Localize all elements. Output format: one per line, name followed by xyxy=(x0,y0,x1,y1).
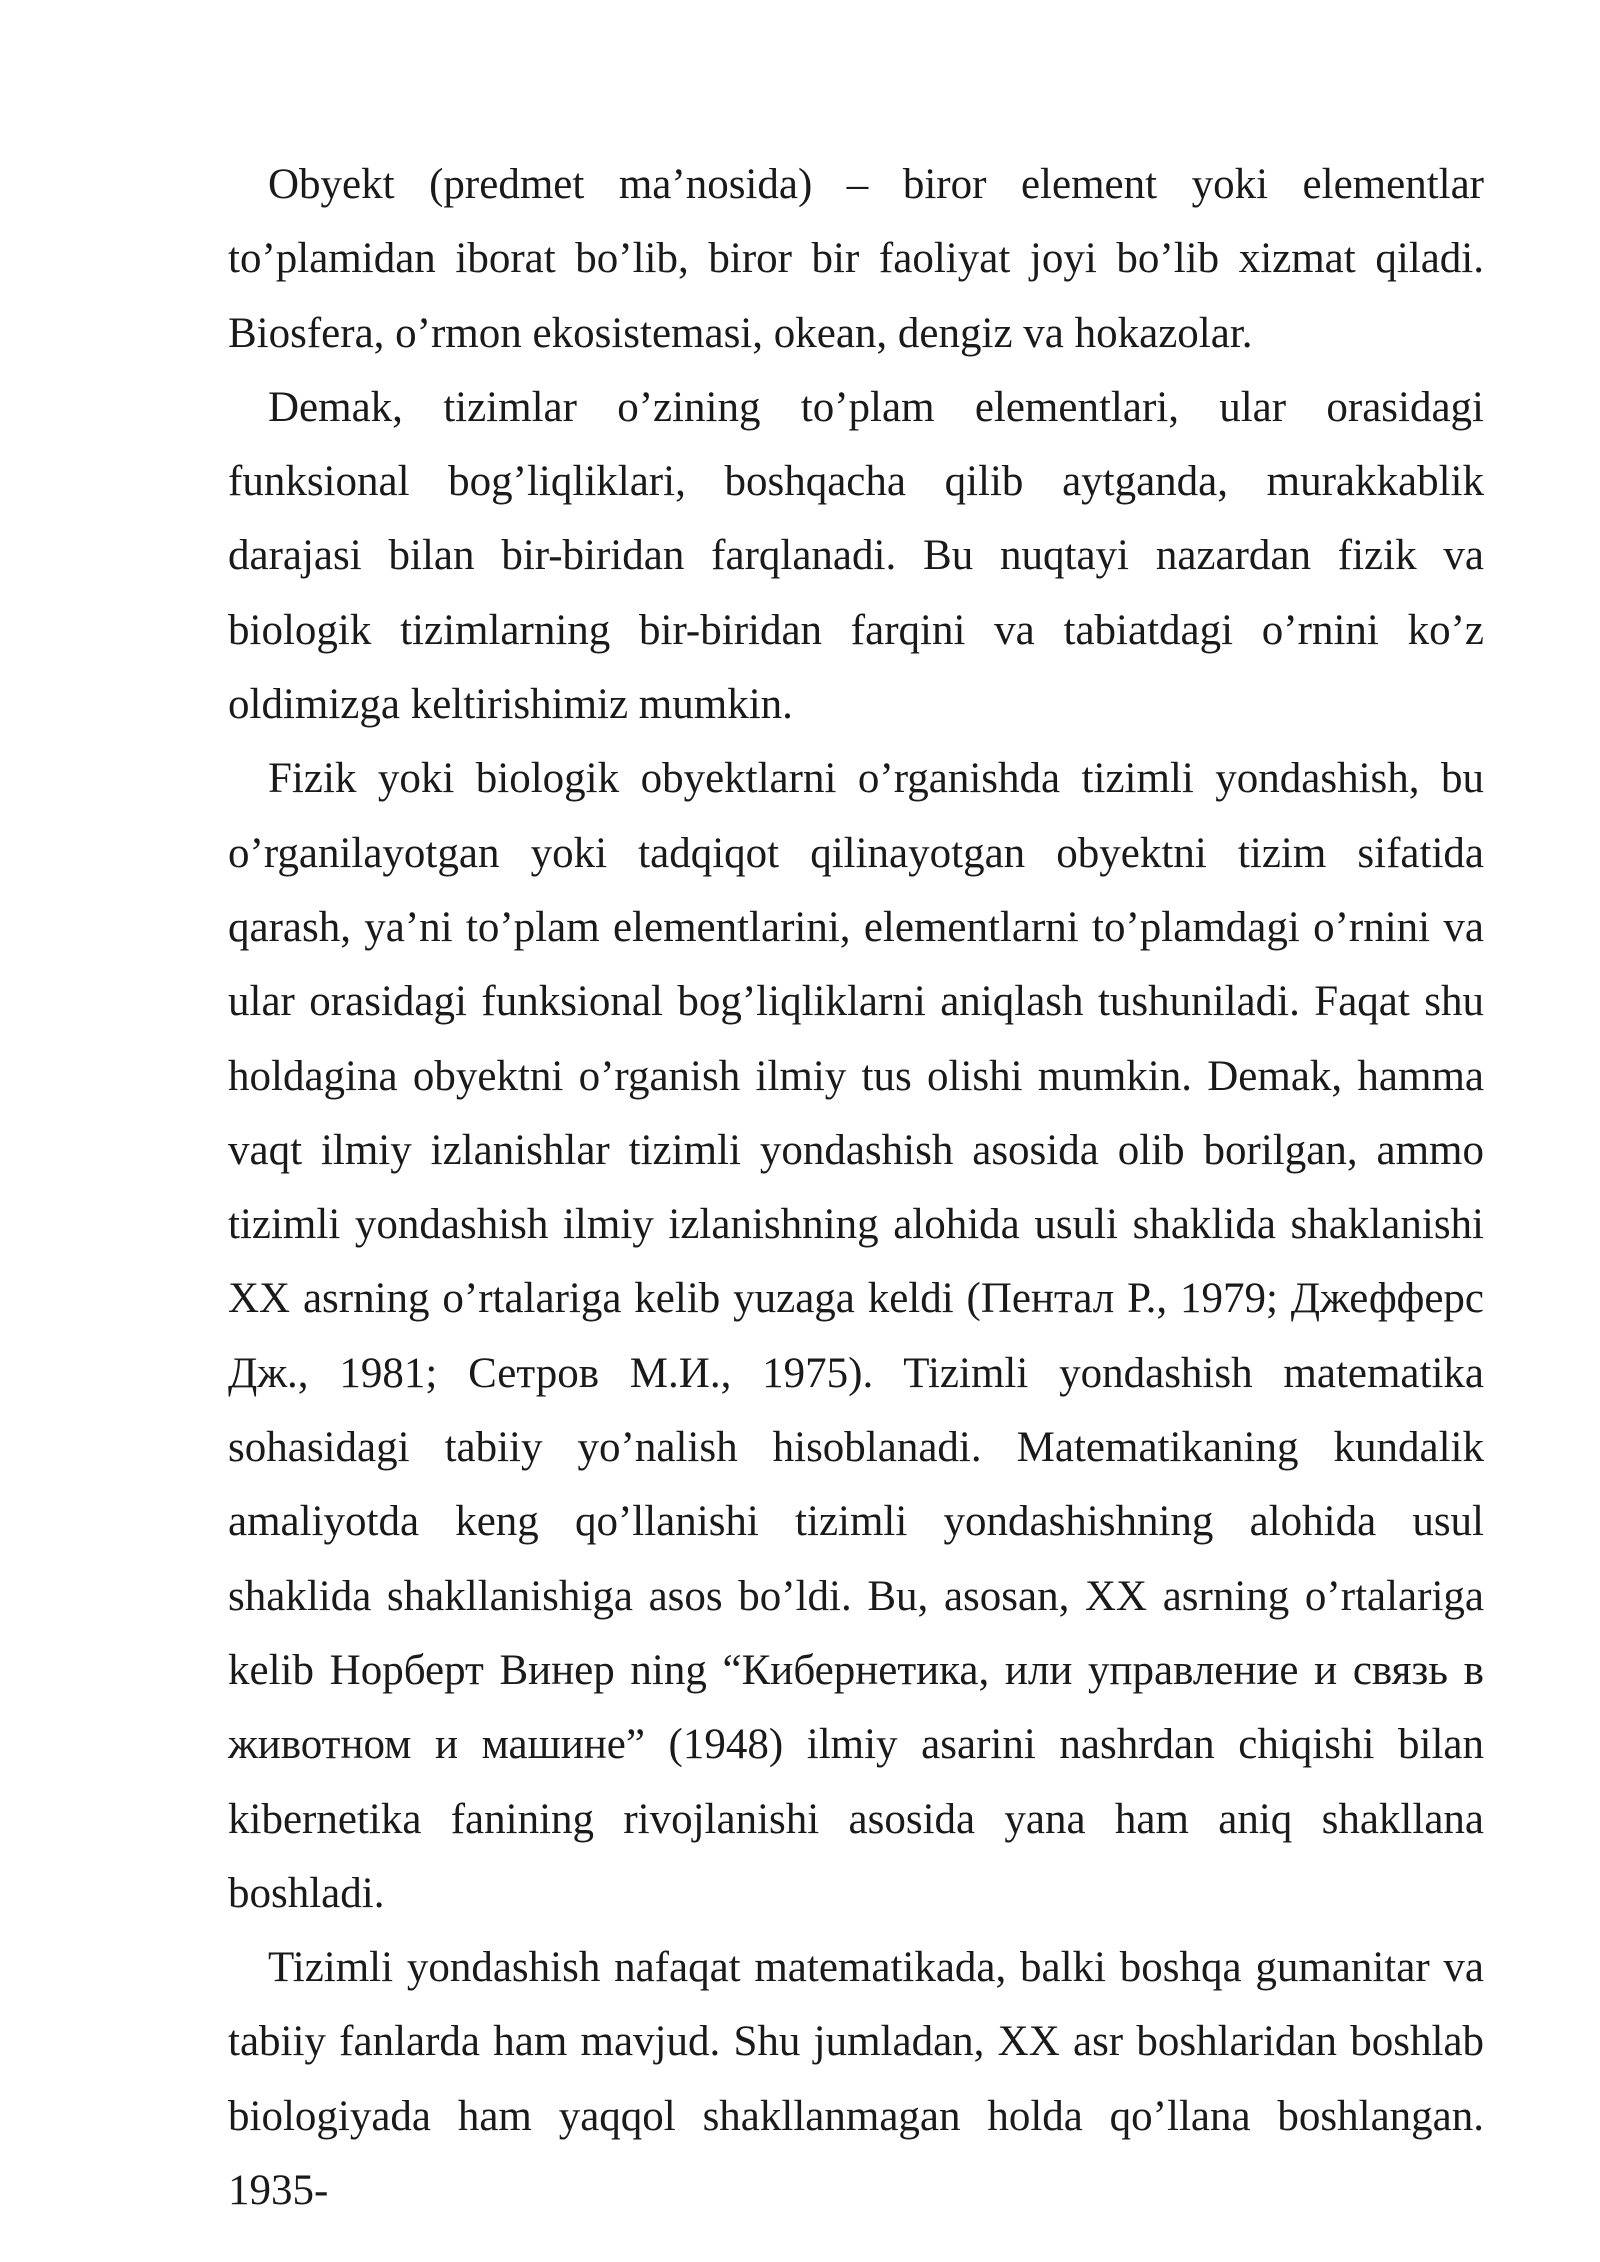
paragraph-object-definition: Obyekt (predmet ma’nosida) – biror element yoki elementlar to’plamidan iborat bo’lib, biror bir faoliyat joyi bo’lib xizmat qiladi. Biosfera, o’rmon ekosistemasi, okean, dengiz va hokazolar. xyxy=(228,161,1484,357)
paragraph-systems-differences: Demak, tizimlar o’zining to’plam elementlari, ular orasidagi funksional bog’liqliklari, boshqacha qilib aytganda, murakkablik darajasi bilan bir-biridan farqlanadi. Bu nuqtayi nazardan fizik va biologik tizimlarning bir-biridan farqini va tabiatdagi o’rnini ko’z oldimizga keltirishimiz mumkin. xyxy=(228,383,1484,729)
paragraph-systems-approach: Fizik yoki biologik obyektlarni o’rganishda tizimli yondashish, bu o’rganilayotgan yoki tadqiqot qilinayotgan obyektni tizim sifatida qarash, ya’ni to’plam elementlarini, elementlarni to’plamdagi o’rnini va ular orasidagi funksional bog’liqliklarni aniqlash tushuniladi. Faqat shu holdagina obyektni o’rganish ilmiy tus olishi mumkin. Demak, hamma vaqt ilmiy izlanishlar tizimli yondashish asosida olib borilgan, ammo tizimli yondashish ilmiy izlanishning alohida usuli shaklida shaklanishi XX asrning o’rtalariga kelib yuzaga keldi (Пентал Р., 1979; Джефферс Дж., 1981; Сетров М.И., 1975). Tizimli yondashish matematika sohasidagi tabiiy yo’nalish hisoblanadi. Matematikaning kundalik amaliyotda keng qo’llanishi tizimli yondashishning alohida usul shaklida shakllanishiga asos bo’ldi. Bu, asosan, XX asrning o’rtalariga kelib Норберт Винер ning “Кибернетика, или управление и связь в животном и машине” (1948) ilmiy asarini nashrdan chiqishi bilan kibernetika fanining rivojlanishi asosida yana ham aniq shakllana boshladi. xyxy=(228,755,1484,1917)
body-text xyxy=(228,148,1484,2228)
paragraph-systems-approach-sciences: Tizimli yondashish nafaqat matematikada, balki boshqa gumanitar va tabiiy fanlarda ham mavjud. Shu jumladan, XX asr boshlaridan boshlab biologiyada ham yaqqol shakllanmagan holda qo’llana boshlangan. 1935- xyxy=(228,1944,1484,2215)
